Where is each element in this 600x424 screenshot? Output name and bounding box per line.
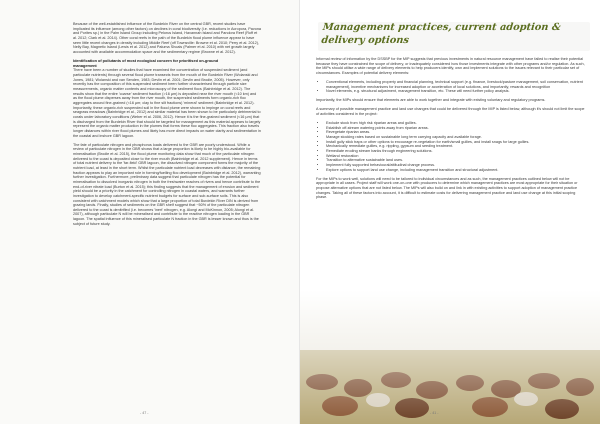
right-text-column	[316, 57, 586, 204]
list-item: • Conventional elements, including property and financial planning, technical support (e.g. finance, livestock/pasture management, soil conservation, nutrient management), incentive mechanisms for increased adoption or acceleration of local solutions, and importantly, rewards and recognition	[326, 80, 586, 89]
integration-paragraph: Importantly, the MIPs should ensure that elements are able to work together and integrate with existing voluntary and regulatory programs.	[316, 98, 546, 103]
list-item: • Exclude stock from high risk riparian areas and gullies.	[326, 121, 586, 126]
tailoring-paragraph: For the MIPs to work well, solutions will need to be tailored to individual circumstances and as such, the management practices outlined below will not be appropriate in all cases. Project staff will work one-on-one with producers to determine which management practices are most appropriate for their situation or propose alternative options that are not listed below. The MIPs will also build on and link in with existing activities to support adoption of management practice changes. Taking all of these factors into account, it is difficult to estimate costs for delivering management practice and land use change at this initial scoping phase.	[316, 176, 578, 200]
list-item: • Transition to alternative sustainable land uses.	[326, 158, 586, 163]
page-title-line1: Management practices, current adoption &	[322, 22, 562, 33]
page-number-right: - 41 -	[430, 411, 439, 415]
list-item: • Wetland restoration	[326, 154, 586, 159]
left-text-column	[73, 22, 261, 231]
nutrient-paragraph: The fate of particulate nitrogen and phosphorus loads delivered to the GBR are poorly understood. While a review of particulate nitrogen in the GBR shows that a large proportion is likely to be highly bio-available for mineralisation (Brodie et al. 2015), the flood plume monitoring data show that much of the particulate nitrogen delivered to the coast is deposited close to the river mouth (Bainbridge et al. 2012 supplement). Hence in terms of total nutrient delivery to the 'far-field' GBR lagoon, the dissolved nitrogen component forms the majority of the nutrient load, at least in the short term. Whilst the particulate nutrient load decreases with distance, the remaining fraction appears to play an important role in forming/fuelling floc development (Bainbridge et al. 2012), warranting further investigation. Furthermore, preliminary data suggest that particulate nitrogen has the potential for mineralisation to dissolved inorganic nitrogen in both the freshwater reaches of rivers and hence contribute to the end-of-river nitrate load (Burton et al. 2015); this finding suggests that the management of erosion and sediment yield should be a priority in the catchment for controlling nitrogen in coastal waters, and warrants further investigation to develop catchment-specific nutrient budgets for surface and sub-surface soils. This is also consistent with catchment models which show that a large proportion of total Burdekin River DIN is derived from grazing lands. Finally, studies of sediments on the GBR shelf suggest that ~50% of the particulate nitrogen delivered to the coast is denitrified (i.e. becomes 'inert' nitrogen, e.g. Alongi and McKinnon, 2005; Alongi et al. 2007), although particulate N will be mineralised and contribute to the reactive nitrogen loading in the GBR lagoon. The spatial influence of this mineralised particulate N fraction in the GBR is lesser known and thus is the subject of future study.	[73, 142, 261, 226]
summary-paragraph: A summary of possible management practice and land use changes that could be delivered through the MIP is listed below, although it's should not limit the scope of activities considered in the project:	[316, 107, 585, 117]
page-number-left: - 47 -	[140, 411, 149, 415]
list-item: • Remediate eroding stream banks through engineering solutions.	[326, 149, 586, 154]
list-item: • Revegetate riparian areas.	[326, 130, 586, 135]
list-item: • Novel elements, e.g. structural adjustment, management transition, etc. These will need further policy analysis.	[326, 89, 586, 94]
list-item: • Implement fully supported behavioural/attitudinal change process.	[326, 163, 586, 168]
section-heading-line2: management	[73, 63, 97, 68]
list-item: • Mechanically remediate gullies, e.g. rippling, gypsum and seeding treatment.	[326, 144, 586, 149]
cattle-illustration	[300, 290, 600, 424]
sediment-paragraph: There have been a number of studies that have examined the concentration of suspended sediment (and particulate nutrients) through several flood plume transects from the mouth of the Burdekin River (Wolanski and Jones, 1981; Wolanski and van Senden, 1983; Devlin et al. 2001; Devlin and Brodie, 2005). However, only recently has the composition of this suspended sediment been further characterised through particle size measurements, organic matter contents and microscopy of the sediment flocs (Bainbridge et al. 2012). The results show that the entire 'coarse' sediment fraction (>16 µm) is deposited near the river mouth (<10 km) and as the flood plume disperses away from the river mouth, the suspended sediments form organic-rich floc aggregates around fine-grained (<16 µm; clay to fine silt fractions) 'mineral' sediment (Bainbridge et al. 2012). Importantly, these organic-rich suspended soil in the flood plume were shown to impinge on coral reefs and seagrass meadows (Bainbridge et al., 2012) and similar material has been shown to be particularly detrimental to corals under laboratory conditions (Weber et al. 2006, 2012). Hence it is the fine-grained sediment (<16 µm) that is discharged from the Burdekin River that should be targeted for management as this material appears to largely represent the organic matter production in the plumes that forms these floc aggregates. This fraction also travels longer distances within river flood plumes and likely has more direct impacts on water clarity and sedimentation in the coastal and inshore GBR lagoon.	[73, 68, 262, 138]
cattle-photo	[300, 290, 600, 424]
photo-fade	[300, 290, 600, 424]
intro-paragraph: Because of the well-established influence of the Burdekin River on the central GBR, recent studies have implicated its influence (among other factors) on declines in coral biodiversity (i.e. reductions in Acropora, Pavona and Porites sp.) in the Palm Island Group including Pelorus Island, Havannah Island and Pandora Reef (Roff et al. 2012; Clark et al. 2014). Other coral reefs in the path of the Burdekin flood plume influence appear to have seen little recent changes in density including Middle Reef (off Townsville: Browne et al. 2010; Perry et al. 2012), Nelly Bay, Magnetic Island (Lewis et al. 2012) and Paluma Shoals (Palmer et al. 2010) with net growth largely accounted with available accommodation space and the sedimentary regime (Browne et al. 2012).	[73, 22, 262, 54]
list-item: • Manage stocking rates based on sustainable long term carrying capacity and available forage.	[326, 135, 586, 140]
delivery-elements-list	[316, 80, 586, 94]
section-heading	[73, 59, 261, 68]
page-title-line2: delivery options	[320, 34, 410, 46]
practice-changes-list	[316, 121, 586, 172]
list-item: • Explore options to support land use change, including management transition and structural adjustment.	[326, 168, 586, 173]
list-item: • Establish off-stream watering points away from riparian areas.	[326, 126, 586, 131]
page-title	[321, 22, 590, 47]
section-heading-line1: Identification of pollutants of most ecological concern for prioritised on-ground	[73, 58, 219, 63]
review-paragraph: Informal review of information by the DSSBP for the MIP suggests that previous investments in natural resource management have failed to realise their potential because they have constrained the scope of delivery, or inadequately considered how those investments integrate with other programs and/or regulation. As such, the MIPs should utilise a wide range of delivery elements to help producers identify, own and implement solutions to the issues relevant to their particular set of circumstances. Examples of potential delivery elements:	[316, 57, 585, 75]
list-item: • Install gully stick traps or other options to encourage re-vegetation for earth/small gullies, and install snags for large gullies.	[326, 140, 586, 145]
